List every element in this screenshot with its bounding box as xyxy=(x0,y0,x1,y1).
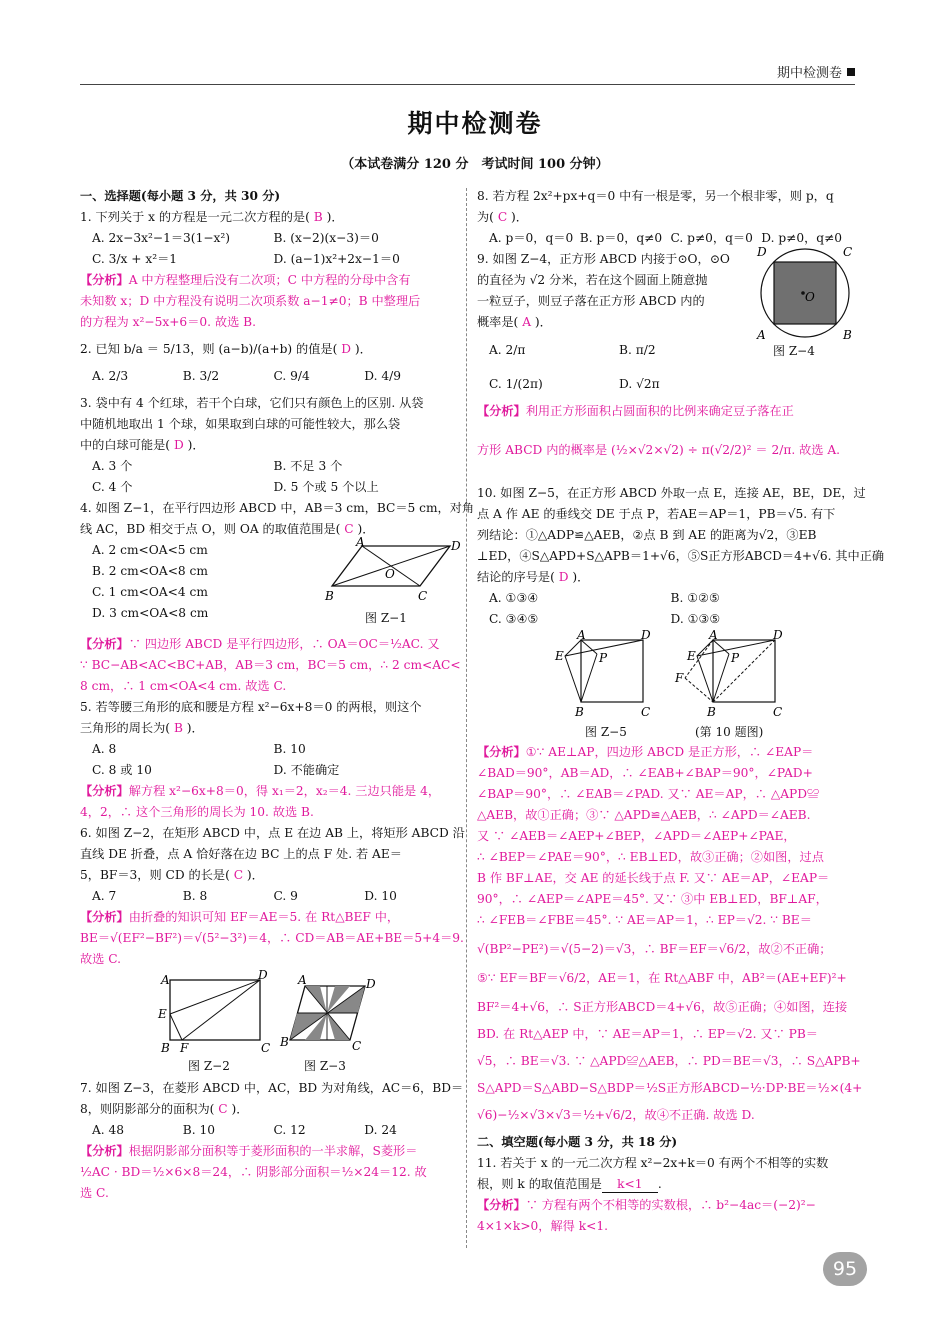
answer: D xyxy=(558,570,569,584)
option: D. 3 cm<OA<8 cm xyxy=(92,606,209,620)
analysis-line: 利用正方形面积占圆面积的比例来确定豆子落在正 xyxy=(525,404,794,418)
figure-caption: 图 Z−2 xyxy=(188,1059,230,1073)
svg-text:D: D xyxy=(451,539,461,553)
option: C. 8 或 10 xyxy=(92,763,152,777)
svg-text:F: F xyxy=(180,1041,189,1055)
section-heading: 一、选择题(每小题 3 分，共 30 分) xyxy=(80,189,281,203)
analysis-line: ∵ BC−AB<AC<BC+AB，AB＝3 cm，BC＝5 cm，∴ 2 cm<AC< xyxy=(80,658,461,672)
running-title: 期中检测卷 xyxy=(777,62,855,81)
question-line: 6. 如图 Z−2，在矩形 ABCD 中，点 E 在边 AB 上，将矩形 ABCD 沿 xyxy=(80,826,465,840)
answer: D xyxy=(341,342,352,356)
svg-text:C: C xyxy=(773,705,783,719)
svg-text:A: A xyxy=(577,628,586,642)
svg-text:D: D xyxy=(773,628,783,642)
stem-end: )． xyxy=(511,210,528,224)
svg-text:O: O xyxy=(385,567,395,581)
question-4 xyxy=(80,498,475,697)
question-6 xyxy=(80,823,465,1078)
option: A. 2 cm<OA<5 cm xyxy=(92,543,208,557)
option: D. ①③⑤ xyxy=(670,612,721,626)
analysis-line: ∴ ∠BEP＝∠PAE＝90°，∴ EB⊥ED，故③正确；②如图，过点 xyxy=(477,850,824,864)
svg-text:B: B xyxy=(575,705,584,719)
option: B. (x−2)(x−3)＝0 xyxy=(273,231,379,245)
stem-end: )． xyxy=(326,210,344,224)
svg-text:B: B xyxy=(843,328,852,342)
question-line: 列结论：①△ADP≌△AEB，②点 B 到 AE 的距离为√2，③EB xyxy=(477,528,817,542)
figure-caption: 图 Z−3 xyxy=(304,1059,346,1073)
figure-z3 xyxy=(280,974,380,1054)
stem-end: )． xyxy=(357,522,375,536)
question-1 xyxy=(80,207,455,333)
option: B. 10 xyxy=(182,1123,215,1137)
svg-text:F: F xyxy=(675,671,684,685)
question-stem: 中的白球可能是( xyxy=(80,438,171,452)
analysis-line: B 作 BF⊥AE，交 AE 的延长线于点 F. 又∵ AE＝AP，∠EAP＝ xyxy=(477,871,830,885)
analysis-line: √(BP²−PE²)＝√(5−2)＝√3，∴ BF＝EF＝√6/2，故②不正确； xyxy=(477,942,832,956)
question-line: 中随机地取出 1 个球，如果取到白球的可能性较大，那么袋 xyxy=(80,417,401,431)
svg-text:A: A xyxy=(161,973,170,987)
analysis-tag: 【分析】 xyxy=(80,910,129,924)
question-line: 的直径为 √2 分米，若在这个圆面上随意抛 xyxy=(477,273,708,287)
question-line: 10. 如图 Z−5，在正方形 ABCD 外取一点 E，连接 AE，BE，DE，过 xyxy=(477,486,866,500)
analysis-line: 由折叠的知识可知 EF＝AE＝5. 在 Rt△BEF 中， xyxy=(128,910,400,924)
question-line: 8. 若方程 2x²+px+q＝0 中有一根是零，另一个根非零，则 p，q xyxy=(477,189,834,203)
svg-text:B: B xyxy=(280,1035,289,1049)
answer: C xyxy=(233,868,244,882)
svg-text:B: B xyxy=(325,589,334,603)
analysis-line: 的方程为 x²−5x+6＝0. 故选 B. xyxy=(80,315,256,329)
stem-end: )． xyxy=(186,721,204,735)
analysis-line: A 中方程整理后没有二次项；C 中方程的分母中含有 xyxy=(128,273,411,287)
svg-text:A: A xyxy=(298,973,307,987)
question-2 xyxy=(80,339,455,387)
option: D. 24 xyxy=(364,1123,397,1137)
page-number: 95 xyxy=(823,1252,867,1286)
option: C. 4 个 xyxy=(92,480,133,494)
analysis-line: ∵ 方程有两个不相等的实数根，∴ b²−4ac＝(−2)²− xyxy=(525,1198,816,1212)
page-title: 期中检测卷 xyxy=(407,109,543,138)
option: C. 3/x + x²＝1 xyxy=(92,252,178,266)
question-line: ⊥ED，④S△APD+S△APB＝1+√6，⑤S正方形ABCD＝4+√6. 其中正确 xyxy=(477,549,885,563)
answer: B xyxy=(313,210,323,224)
question-stem: 根，则 k 的取值范围是 xyxy=(477,1177,602,1191)
option: D. √2π xyxy=(619,377,660,391)
question-stem: 概率是( xyxy=(477,315,519,329)
analysis-line: ∵ 四边形 ABCD 是平行四边形，∴ OA＝OC＝½AC. 又 xyxy=(128,637,440,651)
option: C. 1/(2π) xyxy=(489,377,543,391)
svg-text:C: C xyxy=(352,1039,362,1053)
stem-end: )． xyxy=(534,315,552,329)
question-stem: 1. 下列关于 x 的方程是一元二次方程的是( xyxy=(80,210,310,224)
analysis-tag: 【分析】 xyxy=(477,1198,526,1212)
analysis-line: ∴ ∠FEB＝∠FBE＝45°. ∵ AE＝AP＝1，∴ EP＝√2. ∵ BE＝ xyxy=(477,913,812,927)
figure-z4 xyxy=(755,243,855,343)
svg-text:C: C xyxy=(843,245,853,259)
stem-end: . xyxy=(657,1177,662,1191)
option: C. 1 cm<OA<4 cm xyxy=(92,585,208,599)
answer: B xyxy=(173,721,183,735)
question-line: 4. 如图 Z−1，在平行四边形 ABCD 中，AB＝3 cm，BC＝5 cm，对角 xyxy=(80,501,475,515)
option: B. p＝0，q≠0 xyxy=(579,231,663,245)
option: C. p≠0，q＝0 xyxy=(670,231,753,245)
analysis-tag: 【分析】 xyxy=(80,784,129,798)
analysis-line: BE＝√(EF²−BF²)＝√(5²−3²)＝4，∴ CD＝AB＝AE+BE＝5+4＝9. xyxy=(80,931,464,945)
svg-text:D: D xyxy=(757,245,767,259)
figure-caption: 图 Z−5 xyxy=(585,725,627,739)
option: B. π/2 xyxy=(619,343,656,357)
section-heading: 二、填空题(每小题 3 分，共 18 分) xyxy=(477,1135,678,1149)
analysis-line: 根据阴影部分面积等于菱形面积的一半求解，S菱形＝ xyxy=(128,1144,418,1158)
svg-text:P: P xyxy=(599,651,608,665)
right-column xyxy=(477,186,885,1237)
option: D. 4/9 xyxy=(364,369,401,383)
analysis-line: 解方程 x²−6x+8＝0，得 x₁＝2，x₂＝4. 三边只能是 4， xyxy=(128,784,441,798)
option: C. 9/4 xyxy=(273,369,310,383)
analysis-line: ⑤∵ EF＝BF＝√6/2，AE＝1，在 Rt△ABF 中，AB²＝(AE+EF)²+ xyxy=(477,971,847,985)
question-line: 3. 袋中有 4 个红球，若干个白球，它们只有颜色上的区别. 从袋 xyxy=(80,396,424,410)
question-line: 直线 DE 折叠，点 A 恰好落在边 BC 上的点 F 处. 若 AE＝ xyxy=(80,847,402,861)
left-column xyxy=(80,186,475,1204)
option: A. 2/3 xyxy=(92,369,129,383)
analysis-line: ∠BAP＝90°，∴ ∠EAB＝∠PAD. 又∵ AE＝AP，∴ △APD≌ xyxy=(477,787,820,801)
analysis-line: BF²＝4+√6，∴ S正方形ABCD＝4+√6，故⑤正确；④如图，连接 xyxy=(477,1000,848,1014)
analysis-line: 90°，∴ ∠AEP＝∠APE＝45°. 又∵ ③中 EB⊥ED，BF⊥AF， xyxy=(477,892,828,906)
question-line: 一粒豆子，则豆子落在正方形 ABCD 内的 xyxy=(477,294,705,308)
figure-caption: 图 Z−4 xyxy=(773,344,815,358)
figure-z2 xyxy=(158,968,273,1055)
analysis-tag: 【分析】 xyxy=(477,404,526,418)
column-divider xyxy=(466,188,467,1248)
option: C. 9 xyxy=(273,889,298,903)
option: B. 3/2 xyxy=(182,369,220,383)
analysis-line: √5，∴ BE＝√3. ∵ △APD≌△AEB，∴ PD＝BE＝√3，∴ S△APB+ xyxy=(477,1054,861,1068)
question-11 xyxy=(477,1153,852,1237)
svg-text:B: B xyxy=(707,705,716,719)
stem-end: )． xyxy=(246,868,264,882)
analysis-line: 8 cm，∴ 1 cm<OA<4 cm. 故选 C. xyxy=(80,679,287,693)
option: A. 48 xyxy=(92,1123,125,1137)
answer: C xyxy=(218,1102,228,1116)
answer-blank: k<1 xyxy=(602,1177,658,1193)
stem-end: )． xyxy=(187,438,205,452)
analysis-tag: 【分析】 xyxy=(80,273,129,287)
option: A. 2x−3x²−1＝3(1−x²) xyxy=(92,231,231,245)
analysis-line: 选 C. xyxy=(80,1186,109,1200)
analysis-line: 又 ∵ ∠AEB＝∠AEP+∠BEP，∠APD＝∠AEP+∠PAE， xyxy=(477,829,796,843)
svg-text:E: E xyxy=(158,1007,167,1021)
question-stem: 三角形的周长为( xyxy=(80,721,171,735)
option: D. 5 个或 5 个以上 xyxy=(273,480,379,494)
analysis-tag: 【分析】 xyxy=(80,637,129,651)
analysis-line: 4，2，∴ 这个三角形的周长为 10. 故选 B. xyxy=(80,805,314,819)
question-stem: 8，则阴影部分的面积为( xyxy=(80,1102,215,1116)
exam-info: （本试卷满分 120 分 考试时间 100 分钟） xyxy=(341,157,609,172)
option: A. 3 个 xyxy=(92,459,133,473)
option: A. 2/π xyxy=(489,343,526,357)
option: D. (a−1)x²+2x−1＝0 xyxy=(273,252,400,266)
svg-text:E: E xyxy=(555,649,564,663)
question-7 xyxy=(80,1078,464,1204)
option: A. 7 xyxy=(92,889,117,903)
question-3 xyxy=(80,393,455,498)
option: B. 不足 3 个 xyxy=(273,459,343,473)
question-stem: 结论的序号是( xyxy=(477,570,555,584)
question-line: 9. 如图 Z−4，正方形 ABCD 内接于⊙O，⊙O xyxy=(477,252,730,266)
question-stem: 2. 已知 b/a ＝ 5/13，则 (a−b)/(a+b) 的值是( xyxy=(80,342,338,356)
analysis-line: ①∵ AE⊥AP，四边形 ABCD 是正方形，∴ ∠EAP＝ xyxy=(525,745,814,759)
option: B. ①②⑤ xyxy=(670,591,720,605)
figure-z5 xyxy=(555,628,655,724)
running-header xyxy=(80,62,855,85)
analysis-line: 4×1×k>0，解得 k<1. xyxy=(477,1219,608,1233)
stem-end: )． xyxy=(572,570,590,584)
answer: C xyxy=(497,210,508,224)
svg-text:E: E xyxy=(687,649,696,663)
question-stem: 5，BF＝3，则 CD 的长是( xyxy=(80,868,230,882)
svg-text:A: A xyxy=(709,628,718,642)
answer: A xyxy=(522,315,532,329)
option: B. 2 cm<OA<8 cm xyxy=(92,564,208,578)
option: B. 10 xyxy=(273,742,306,756)
question-stem: 线 AC，BD 相交于点 O，则 OA 的取值范围是( xyxy=(80,522,341,536)
option: B. 8 xyxy=(182,889,208,903)
svg-text:B: B xyxy=(161,1041,170,1055)
question-line: 5. 若等腰三角形的底和腰是方程 x²−6x+8＝0 的两根，则这个 xyxy=(80,700,422,714)
figure-10 xyxy=(675,628,785,724)
svg-text:O: O xyxy=(805,290,815,304)
question-stem: 为( xyxy=(477,210,494,224)
option: C. ③④⑤ xyxy=(489,612,539,626)
question-line: 点 A 作 AE 的垂线交 DE 于点 P，若AE＝AP＝1，PB＝√5. 有下 xyxy=(477,507,836,521)
option: D. p≠0，q≠0 xyxy=(761,231,843,245)
answer: C xyxy=(344,522,354,536)
analysis-line: S△APD＝S△ABD−S△BDP＝½S正方形ABCD−½·DP·BE＝½×(4+ xyxy=(477,1081,863,1095)
question-9 xyxy=(477,245,853,461)
analysis-tag: 【分析】 xyxy=(80,1144,129,1158)
figure-caption: (第 10 题图) xyxy=(695,725,764,739)
stem-end: )． xyxy=(354,342,372,356)
analysis-line: 方形 ABCD 内的概率是 (½×√2×√2) ÷ π(√2/2)² ＝ 2/π. 故选 A. xyxy=(477,443,841,457)
analysis-line: ∠BAD＝90°，AB＝AD，∴ ∠EAB+∠BAP＝90°，∠PAD+ xyxy=(477,766,813,780)
svg-text:A: A xyxy=(757,328,766,342)
analysis-line: 故选 C. xyxy=(80,952,122,966)
square-bullet-icon xyxy=(847,68,855,76)
svg-text:P: P xyxy=(731,651,740,665)
analysis-line: √6)−½×√3×√3＝½+√6/2，故④不正确. 故选 D. xyxy=(477,1108,755,1122)
option: C. 12 xyxy=(273,1123,306,1137)
question-5 xyxy=(80,697,455,823)
figure-z1 xyxy=(325,535,461,610)
svg-text:C: C xyxy=(641,705,651,719)
option: D. 10 xyxy=(364,889,397,903)
figure-caption: 图 Z−1 xyxy=(365,611,407,625)
svg-text:D: D xyxy=(366,977,376,991)
question-10 xyxy=(477,483,885,1126)
analysis-line: 未知数 x；D 中方程没有说明二次项系数 a−1≠0；B 中整理后 xyxy=(80,294,421,308)
analysis-tag: 【分析】 xyxy=(477,745,526,759)
svg-text:C: C xyxy=(418,589,428,603)
question-line: 11. 若关于 x 的一元二次方程 x²−2x+k＝0 有两个不相等的实数 xyxy=(477,1156,829,1170)
svg-text:A: A xyxy=(356,535,365,549)
analysis-line: BD. 在 Rt△AEP 中，∵ AE＝AP＝1，∴ EP＝√2. 又∵ PB＝ xyxy=(477,1027,818,1041)
svg-text:D: D xyxy=(641,628,651,642)
option: A. 8 xyxy=(92,742,117,756)
analysis-line: ½AC · BD＝½×6×8＝24，∴ 阴影部分面积＝½×24＝12. 故 xyxy=(80,1165,427,1179)
option: A. p＝0，q＝0 xyxy=(489,231,574,245)
svg-text:D: D xyxy=(258,968,268,982)
svg-text:C: C xyxy=(261,1041,271,1055)
stem-end: )． xyxy=(231,1102,249,1116)
question-8 xyxy=(477,186,852,249)
question-line: 7. 如图 Z−3，在菱形 ABCD 中，AC，BD 为对角线，AC＝6，BD＝ xyxy=(80,1081,464,1095)
analysis-line: △AEB，故①正确；③∵ △APD≌△AEB，∴ ∠APD＝∠AEB. xyxy=(477,808,811,822)
option: A. ①③④ xyxy=(489,591,539,605)
option: D. 不能确定 xyxy=(273,763,340,777)
answer: D xyxy=(173,438,184,452)
